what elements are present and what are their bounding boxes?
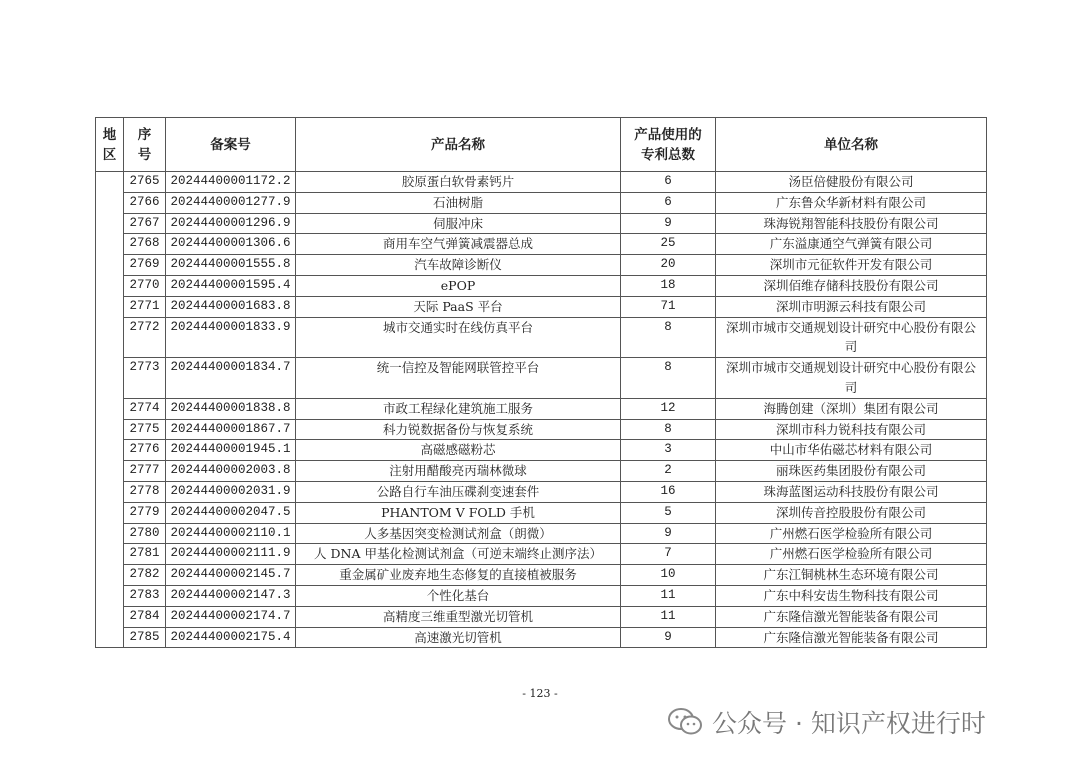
product-cell: 重金属矿业废弃地生态修复的直接植被服务 [296, 565, 621, 586]
patents-cell: 6 [621, 192, 716, 213]
product-cell: ePOP [296, 275, 621, 296]
seq-cell: 2771 [124, 296, 166, 317]
product-cell: 市政工程绿化建筑施工服务 [296, 398, 621, 419]
seq-cell: 2780 [124, 523, 166, 544]
seq-cell: 2769 [124, 255, 166, 276]
company-cell: 丽珠医药集团股份有限公司 [716, 461, 987, 482]
company-cell: 深圳市科力锐科技有限公司 [716, 419, 987, 440]
company-cell: 海腾创建（深圳）集团有限公司 [716, 398, 987, 419]
company-cell: 深圳佰维存储科技股份有限公司 [716, 275, 987, 296]
seq-cell: 2773 [124, 358, 166, 399]
table-row [96, 275, 987, 296]
record-cell: 20244400001867.7 [166, 419, 296, 440]
product-cell: 伺服冲床 [296, 213, 621, 234]
record-cell: 20244400001172.2 [166, 172, 296, 193]
product-cell: 商用车空气弹簧减震器总成 [296, 234, 621, 255]
patents-cell: 10 [621, 565, 716, 586]
company-cell: 广东中科安齿生物科技有限公司 [716, 585, 987, 606]
seq-cell: 2779 [124, 502, 166, 523]
record-cell: 20244400001834.7 [166, 358, 296, 399]
seq-cell: 2783 [124, 585, 166, 606]
record-cell: 20244400002047.5 [166, 502, 296, 523]
product-cell: 高速激光切管机 [296, 627, 621, 648]
seq-cell: 2781 [124, 544, 166, 565]
table-row [96, 296, 987, 317]
patents-cell: 6 [621, 172, 716, 193]
record-cell: 20244400002031.9 [166, 481, 296, 502]
seq-cell: 2776 [124, 440, 166, 461]
table-row [96, 398, 987, 419]
header-product: 产品名称 [296, 118, 621, 172]
record-cell: 20244400001945.1 [166, 440, 296, 461]
record-cell: 20244400002003.8 [166, 461, 296, 482]
product-cell: 汽车故障诊断仪 [296, 255, 621, 276]
product-cell: 天际 PaaS 平台 [296, 296, 621, 317]
record-cell: 20244400001306.6 [166, 234, 296, 255]
seq-cell: 2765 [124, 172, 166, 193]
company-cell: 汤臣倍健股份有限公司 [716, 172, 987, 193]
company-cell: 深圳市城市交通规划设计研究中心股份有限公司 [716, 317, 987, 358]
header-record: 备案号 [166, 118, 296, 172]
table-row [96, 358, 987, 399]
record-cell: 20244400002145.7 [166, 565, 296, 586]
product-cell: 高精度三维重型激光切管机 [296, 606, 621, 627]
product-cell: 人多基因突变检测试剂盒（朗微） [296, 523, 621, 544]
company-cell: 广州燃石医学检验所有限公司 [716, 544, 987, 565]
table-row [96, 565, 987, 586]
region-cell [96, 172, 124, 648]
table-row [96, 523, 987, 544]
seq-cell: 2770 [124, 275, 166, 296]
company-cell: 珠海锐翔智能科技股份有限公司 [716, 213, 987, 234]
product-cell: 高磁感磁粉芯 [296, 440, 621, 461]
company-cell: 深圳市明源云科技有限公司 [716, 296, 987, 317]
product-cell: 个性化基台 [296, 585, 621, 606]
table-row [96, 234, 987, 255]
product-cell: 胶原蛋白软骨素钙片 [296, 172, 621, 193]
product-cell: 城市交通实时在线仿真平台 [296, 317, 621, 358]
patents-cell: 3 [621, 440, 716, 461]
record-cell: 20244400002147.3 [166, 585, 296, 606]
table-header [96, 118, 987, 172]
company-cell: 珠海蓝图运动科技股份有限公司 [716, 481, 987, 502]
patents-cell: 16 [621, 481, 716, 502]
company-cell: 广东鲁众华新材料有限公司 [716, 192, 987, 213]
patents-cell: 12 [621, 398, 716, 419]
watermark-text: 公众号 · 知识产权进行时 [712, 709, 986, 738]
patents-cell: 5 [621, 502, 716, 523]
record-cell: 20244400002175.4 [166, 627, 296, 648]
record-cell: 20244400001277.9 [166, 192, 296, 213]
company-cell: 广州燃石医学检验所有限公司 [716, 523, 987, 544]
seq-cell: 2784 [124, 606, 166, 627]
table-row [96, 461, 987, 482]
page-number: - 123 - [522, 687, 558, 700]
patents-cell: 25 [621, 234, 716, 255]
watermark [668, 704, 986, 740]
record-cell: 20244400001838.8 [166, 398, 296, 419]
patents-cell: 11 [621, 606, 716, 627]
filing-table [95, 117, 987, 648]
patents-cell: 7 [621, 544, 716, 565]
seq-cell: 2772 [124, 317, 166, 358]
patents-cell: 9 [621, 213, 716, 234]
company-cell: 广东溢康通空气弹簧有限公司 [716, 234, 987, 255]
table-row [96, 419, 987, 440]
wechat-icon [668, 708, 702, 736]
patents-cell: 2 [621, 461, 716, 482]
record-cell: 20244400001555.8 [166, 255, 296, 276]
table-row [96, 627, 987, 648]
table-row [96, 213, 987, 234]
header-patents: 产品使用的专利总数 [621, 118, 716, 172]
product-cell: 公路自行车油压碟刹变速套件 [296, 481, 621, 502]
patents-cell: 9 [621, 523, 716, 544]
seq-cell: 2766 [124, 192, 166, 213]
record-cell: 20244400001296.9 [166, 213, 296, 234]
table-row [96, 502, 987, 523]
table-row [96, 481, 987, 502]
table-row [96, 172, 987, 193]
patents-cell: 20 [621, 255, 716, 276]
record-cell: 20244400002110.1 [166, 523, 296, 544]
record-cell: 20244400001833.9 [166, 317, 296, 358]
patents-cell: 8 [621, 419, 716, 440]
table-row [96, 440, 987, 461]
patents-cell: 18 [621, 275, 716, 296]
product-cell: 石油树脂 [296, 192, 621, 213]
record-cell: 20244400001683.8 [166, 296, 296, 317]
seq-cell: 2785 [124, 627, 166, 648]
table-row [96, 255, 987, 276]
company-cell: 广东隆信激光智能装备有限公司 [716, 606, 987, 627]
company-cell: 广东隆信激光智能装备有限公司 [716, 627, 987, 648]
table-row [96, 606, 987, 627]
company-cell: 深圳市城市交通规划设计研究中心股份有限公司 [716, 358, 987, 399]
patents-cell: 8 [621, 317, 716, 358]
header-company: 单位名称 [716, 118, 987, 172]
company-cell: 深圳传音控股股份有限公司 [716, 502, 987, 523]
record-cell: 20244400001595.4 [166, 275, 296, 296]
record-cell: 20244400002174.7 [166, 606, 296, 627]
company-cell: 深圳市元征软件开发有限公司 [716, 255, 987, 276]
product-cell: 注射用醋酸亮丙瑞林微球 [296, 461, 621, 482]
patents-cell: 8 [621, 358, 716, 399]
record-cell: 20244400002111.9 [166, 544, 296, 565]
company-cell: 中山市华佑磁芯材料有限公司 [716, 440, 987, 461]
seq-cell: 2782 [124, 565, 166, 586]
patents-cell: 71 [621, 296, 716, 317]
table-row [96, 544, 987, 565]
header-seq: 序号 [124, 118, 166, 172]
table-row [96, 317, 987, 358]
patents-cell: 9 [621, 627, 716, 648]
table-row [96, 585, 987, 606]
seq-cell: 2768 [124, 234, 166, 255]
header-region: 地区 [96, 118, 124, 172]
table-row [96, 192, 987, 213]
seq-cell: 2778 [124, 481, 166, 502]
seq-cell: 2774 [124, 398, 166, 419]
seq-cell: 2767 [124, 213, 166, 234]
seq-cell: 2775 [124, 419, 166, 440]
company-cell: 广东江铜桃林生态环境有限公司 [716, 565, 987, 586]
product-cell: 科力锐数据备份与恢复系统 [296, 419, 621, 440]
seq-cell: 2777 [124, 461, 166, 482]
product-cell: 统一信控及智能网联管控平台 [296, 358, 621, 399]
patents-cell: 11 [621, 585, 716, 606]
product-cell: PHANTOM V FOLD 手机 [296, 502, 621, 523]
product-cell: 人 DNA 甲基化检测试剂盒（可逆末端终止测序法） [296, 544, 621, 565]
